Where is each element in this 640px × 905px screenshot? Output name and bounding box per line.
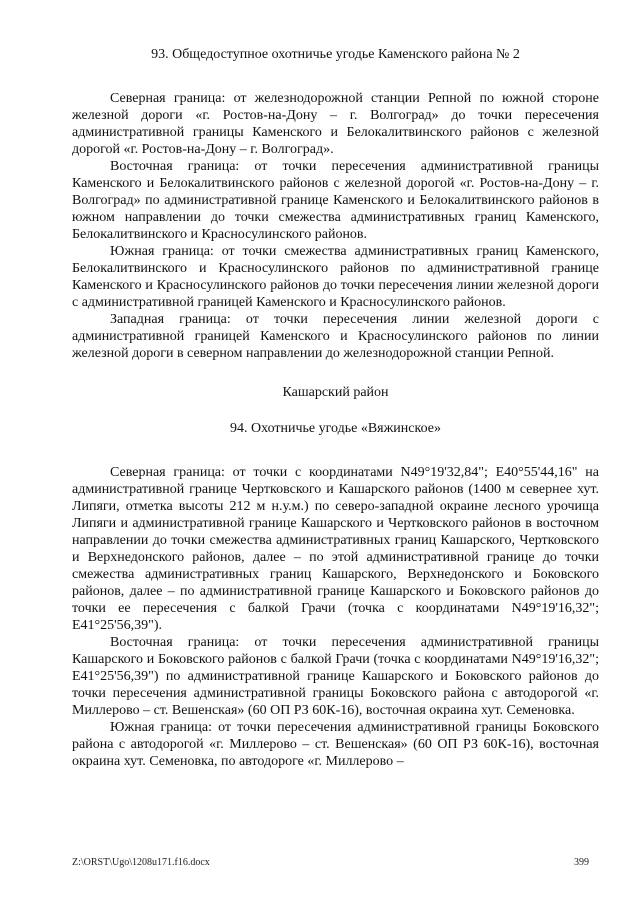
section-94-title: 94. Охотничье угодье «Вяжинское» bbox=[230, 421, 441, 436]
section-93-title: 93. Общедоступное охотничье угодье Каменского района № 2 bbox=[151, 47, 520, 62]
section-94-south-border: Южная граница: от точки пересечения административной границы Боковского района с автодорогой «г. Миллерово – ст. Вешенская» (60 ОП РЗ 60К-16), восточная окраина хут. Семеновка, по автодороге «г. Миллерово – bbox=[72, 720, 599, 769]
section-93-north-border: Северная граница: от железнодорожной станции Репной по южной стороне железной дороги «г. Ростов-на-Дону – г. Волгоград» до точки пересечения административной границы Каменского и Белокалитвинского районов с железной дорогой «г. Ростов-на-Дону – г. Волгоград». bbox=[72, 91, 599, 157]
document-page bbox=[72, 46, 599, 770]
section-94-north-border: Северная граница: от точки с координатами N49°19'32,84"; E40°55'44,16" на административной границе Чертковского и Кашарского районов (1400 м севернее хут. Липяги, отметка высоты 212 м н.у.м.) по северо-западной окраине лесного урочища Липяги и административной границе Кашарского и Чертковского районов в восточном направлении до точки смежества административных границ Кашарского, Чертковского и Верхнедонского районов, далее – по этой административной границе до точки смежества административных границ Кашарского, Верхнедонского и Боковского районов, далее – по административной границе Кашарского и Боковского районов до точки ее пересечения с балкой Грачи (точка с координатами N49°19'16,32"; E41°25'56,39"). bbox=[72, 465, 599, 633]
section-94-east-border: Восточная граница: от точки пересечения административной границы Кашарского и Боковского районов с балкой Грачи (точка с координатами N49°19'16,32"; E41°25'56,39") по административной границе Кашарского и Боковского районов до точки пересечения административной границы Боковского района с автодорогой «г. Миллерово – ст. Вешенская» (60 ОП РЗ 60К-16), восточная окраина хут. Семеновка. bbox=[72, 635, 599, 718]
footer-file-path: Z:\ORST\Ugo\1208u171.f16.docx bbox=[72, 857, 210, 868]
section-93-south-border: Южная граница: от точки смежества административных границ Каменского, Белокалитвинского и Красносулинского районов по административной границе Каменского и Красносулинского районов до точки пересечения линии железной дороги с административной границей Каменского и Красносулинского районов. bbox=[72, 244, 599, 310]
district-title: Кашарский район bbox=[282, 385, 389, 400]
section-93-east-border: Восточная граница: от точки пересечения административной границы Каменского и Белокалитвинского районов с железной дорогой «г. Ростов-на-Дону – г. Волгоград» по административной границе Каменского и Белокалитвинского районов в южном направлении до точки смежества административных границ Каменского, Белокалитвинского и Красносулинского районов. bbox=[72, 159, 599, 242]
section-93-west-border: Западная граница: от точки пересечения линии железной дороги с административной границей Каменского и Красносулинского районов по линии железной дороги в северном направлении до железнодорожной станции Репной. bbox=[72, 312, 599, 361]
footer-page-number: 399 bbox=[574, 857, 589, 868]
